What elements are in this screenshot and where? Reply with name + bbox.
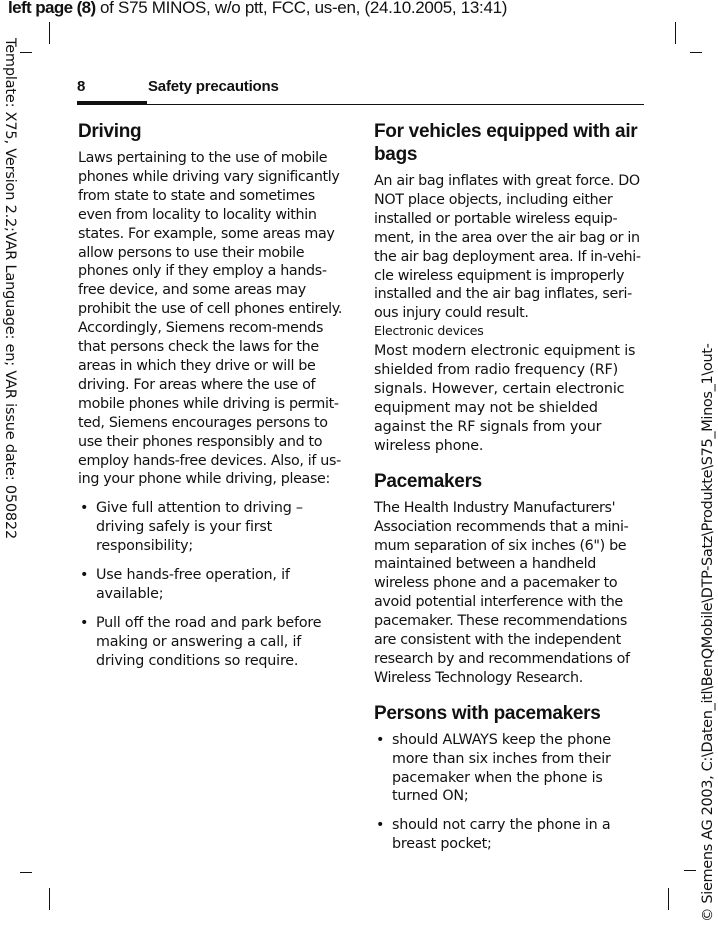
crop-mark: [20, 52, 32, 53]
right-column: [374, 120, 646, 864]
copyright-path-margin: © Siemens AG 2003, C:\Daten_itl\BenQMobile\DTP-Satz\Produkte\S75_Minos_1\out-: [700, 343, 716, 922]
electronic-devices-label: Electronic devices: [374, 323, 484, 339]
driving-heading: Driving: [78, 121, 142, 142]
print-info-line: [8, 0, 507, 18]
print-info-details: of S75 MINOS, w/o ptt, FCC, us-en, (24.10.2005, 13:41): [95, 0, 508, 17]
crop-mark: [675, 22, 676, 44]
pacemakers-body: The Health Industry Manufacturers' Association recommends that a mini-mum separation of six inches (6") be maintained between a handheld wireless phone and a pacemaker to avoid potential interference with the pacemaker. These recommendations are consistent with the independent research by and recommendations of Wireless Technology Research.: [374, 499, 630, 686]
page-number: 8: [77, 78, 86, 95]
template-info-margin: Template: X75, Version 2.2;VAR Language: en; VAR issue date: 050822: [2, 38, 18, 539]
driving-body: Laws pertaining to the use of mobile phones while driving vary significantly from state to state and sometimes even from locality to locality within states. For example, some areas may allow persons to use their mobile phones only if they employ a hands-free device, and some areas may prohibit the use of cell phones entirely. Accordingly, Siemens recom-mends that persons check the laws for the areas in which they drive or will be driving. For areas where the use of mobile phones while driving is permit-ted, Siemens encourages persons to use their phones responsibly and to employ hands-free devices. Also, if us-ing your phone while driving, please:: [78, 150, 343, 488]
header-rule: [77, 104, 644, 105]
list-item: • should not carry the phone in a breast pocket;: [374, 816, 646, 854]
crop-mark: [684, 870, 696, 871]
crop-mark: [668, 888, 669, 910]
electronic-devices-body: Most modern electronic equipment is shielded from radio frequency (RF) signals. However, certain electronic equipment may not be shielded against the RF signals from your wireless phone.: [374, 343, 636, 454]
airbags-heading: For vehicles equipped with air bags: [374, 121, 638, 165]
list-item: • Pull off the road and park before making or answering a call, if driving conditions so require.: [78, 614, 350, 671]
persons-with-pacemakers-heading: Persons with pacemakers: [374, 702, 601, 724]
pacemakers-heading: Pacemakers: [374, 470, 482, 492]
section-title: Safety precautions: [148, 78, 279, 95]
crop-mark: [20, 872, 32, 873]
crop-mark: [690, 52, 702, 53]
left-column: [78, 120, 350, 681]
list-item: • should ALWAYS keep the phone more than six inches from their pacemaker when the phone is turned ON;: [374, 731, 646, 807]
airbags-body: An air bag inflates with great force. DO NOT place objects, including either installed or portable wireless equip-ment, in the area over the air bag or in the air bag deployment area. If in-vehi-cle wireless equipment is improperly installed and the air bag inflates, seri-ous injury could result.: [374, 173, 641, 322]
driving-bullet-list: [78, 499, 350, 670]
pacemaker-bullet-list: [374, 731, 646, 854]
crop-mark: [49, 22, 50, 44]
list-item: • Use hands-free operation, if available;: [78, 566, 350, 604]
print-info-page: left page (8): [8, 0, 96, 17]
list-item: • Give full attention to driving – driving safely is your first responsibility;: [78, 499, 350, 556]
crop-mark: [49, 888, 50, 910]
